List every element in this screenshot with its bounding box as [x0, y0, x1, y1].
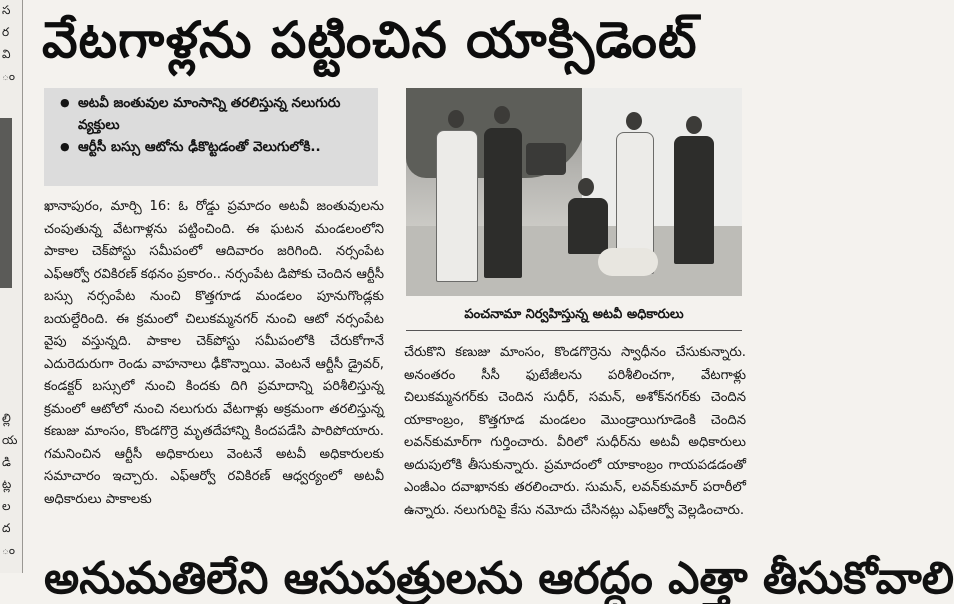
photo-person — [484, 128, 522, 278]
adjacent-text-fragment: ట్ల — [2, 477, 12, 491]
adjacent-column-strip — [0, 0, 23, 573]
body-text: ఖానాపురం, మార్చి 16: ఓ రోడ్డు ప్రమాదం అటవీ జంతువులను చంపుతున్న వేటగాళ్లను పట్టించింది. ఈ ఘటన మండలంలోని పాకాల చెక్‌పోస్టు సమీపంలో ఆదివారం జరిగింది. నర్సంపేట ఎఫ్‌ఆర్వో రవికిరణ్ కథనం ప్రకారం.. నర్సంపేట డిపోకు చెందిన ఆర్టీసీ బస్సు నర్సంపేట నుంచి కొత్తగూడ మండలం పూనుగొండ్లకు బయల్దేరింది. ఈ క్రమంలో చిలుకమ్మనగర్ నుంచి ఆటో నర్సంపేట వైపు వస్తున్నది. పాకాల చెక్‌పోస్టు సమీపంలోకి చేరుకోగానే ఎదురెదురుగా రెండు వాహనాలు ఢీకొన్నాయి. వెంటనే ఆర్టీసీ డ్రైవర్, కండక్టర్ బస్సులో నుంచి కిందకు దిగి ప్రమాదాన్ని పరిశీలిస్తున్న క్రమంలో ఆటోలో నుంచి నలుగురు వేటగాళ్లు అక్రమంగా తరలిస్తున్న కణుజు మాంసం, కొండగొర్రె మృతదేహాన్ని కిందపడేసి పారిపోయారు. గమనించిన ఆర్టీసీ అధికారులు వెంటనే అటవీ అధికారులకు సమాచారం ఇచ్చారు. ఎఫ్ఆర్వో రవికిరణ్ ఆధ్వర్యంలో అటవీ అధికారులు పాకాలకు — [44, 199, 384, 507]
photo-person-head — [494, 106, 510, 124]
adjacent-text-fragment: ద — [2, 521, 11, 535]
adjacent-text-fragment: య — [2, 433, 18, 447]
photo-carcass — [598, 248, 658, 276]
photo-vehicle — [526, 143, 566, 175]
next-article-headline — [44, 553, 954, 604]
photo-person-head — [626, 112, 642, 130]
adjacent-photo-edge — [0, 118, 12, 288]
adjacent-text-fragment: ం — [2, 543, 16, 557]
photo-person — [436, 130, 478, 282]
highlight-item: ● అటవీ జంతువుల మాంసాన్ని తరలిస్తున్న నలుగురు వ్యక్తులు — [52, 92, 370, 136]
photo-caption: పంచనామా నిర్వహిస్తున్న అటవీ అధికారులు — [406, 300, 742, 331]
adjacent-text-fragment: ం — [2, 69, 16, 83]
article-body-column-2 — [404, 342, 746, 522]
adjacent-text-fragment: స — [2, 3, 11, 17]
adjacent-text-fragment: వి — [2, 47, 11, 61]
highlights-box — [44, 88, 378, 186]
body-text: చేరుకొని కణుజు మాంసం, కొండగొర్రెను స్వాధీనం చేసుకున్నారు. అనంతరం సీసీ ఫుటేజీలను పరిశీలించగా, వేటగాళ్లు చిలుకమ్మనగర్‌కు చెందిన సుధీర్, సమన్, అశోక్‌నగర్‌కు చెందిన యాకాంబ్రం, కొత్తగూడ మండలం మొండ్రాయిగూడెంకి చెందిన లవన్‌కుమార్‌గా గుర్తించారు. వీరిలో సుధీర్‌ను అటవీ అధికారులు అదుపులోకి తీసుకున్నారు. ప్రమాదంలో యాకాంబ్రం గాయపడడంతో ఎంజీఎం దవాఖానకు తరలించారు. సుమన్, లవన్‌కుమార్ పరారీలో ఉన్నారు. నలుగురిపై కేసు నమోదు చేసినట్లు ఎఫ్‌ఆర్వో వెల్లడించారు. — [404, 345, 746, 518]
photo-person-head — [686, 116, 702, 134]
article-headline: వేటగాళ్లను పట్టించిన యాక్సిడెంట్ — [42, 11, 698, 69]
photo-person — [568, 198, 608, 254]
photo-person-head — [578, 178, 594, 196]
next-article-headline-text: అనుమతిలేని ఆసుపత్రులను ఆరద్దం ఎత్తా తీసుకోవాలి — [44, 553, 954, 604]
photo-person-head — [448, 110, 464, 128]
adjacent-text-fragment: ర — [2, 25, 10, 39]
adjacent-text-fragment: ల్లి — [2, 411, 11, 425]
photo-person — [674, 136, 714, 264]
highlight-item: ● ఆర్టీసీ బస్సు ఆటోను ఢీకొట్టడంతో వెలుగులోకి.. — [52, 136, 370, 158]
article-photo — [406, 88, 742, 296]
highlights-list — [52, 92, 370, 158]
article-body-column-1 — [44, 196, 384, 511]
adjacent-text-fragment: డి — [2, 455, 11, 469]
adjacent-text-fragment: ల — [2, 499, 11, 513]
